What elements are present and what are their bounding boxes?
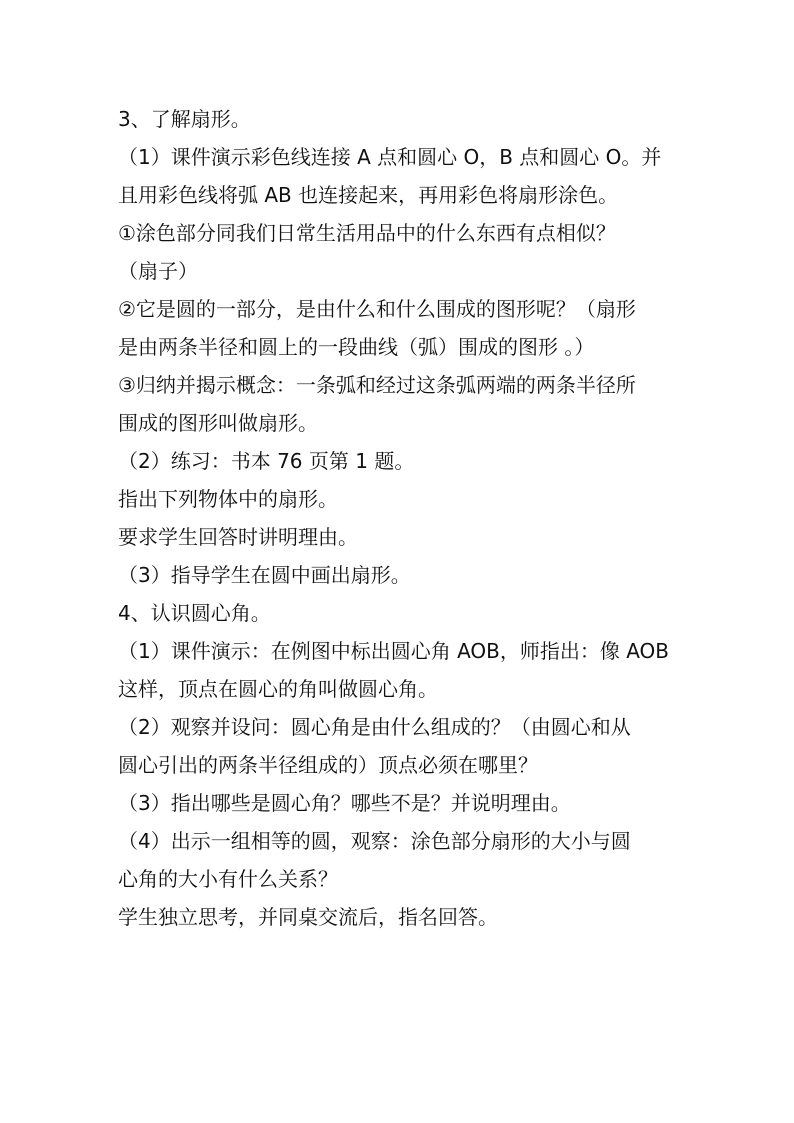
text-line: 指出下列物体中的扇形。	[118, 487, 338, 511]
text-line: （3）指出哪些是圆心角？哪些不是？并说明理由。	[118, 791, 571, 815]
text-line: 心角的大小有什么关系？	[118, 867, 338, 891]
text-line: （1）课件演示：在例图中标出圆心角 AOB，师指出：像 AOB	[118, 639, 670, 663]
text-line: ②它是圆的一部分，是由什么和什么围成的图形呢？（扇形	[118, 297, 636, 321]
section-heading-4: 4、认识圆心角。	[118, 601, 271, 625]
text-line: 这样，顶点在圆心的角叫做圆心角。	[118, 677, 438, 701]
text-line: 是由两条半径和圆上的一段曲线（弧）围成的图形 。）	[118, 335, 595, 359]
text-line: 要求学生回答时讲明理由。	[118, 525, 358, 549]
text-line: （4）出示一组相等的圆，观察：涂色部分扇形的大小与圆	[118, 829, 631, 853]
document-body	[118, 100, 678, 936]
text-line: （2）观察并设问：圆心角是由什么组成的？（由圆心和从	[118, 715, 631, 739]
text-line: ①涂色部分同我们日常生活用品中的什么东西有点相似？	[118, 221, 616, 245]
text-line: （扇子）	[118, 259, 198, 283]
text-line: （2）练习：书本 76 页第 1 题。	[118, 449, 415, 473]
text-line: （3）指导学生在圆中画出扇形。	[118, 563, 411, 587]
text-line: 圆心引出的两条半径组成的）顶点必须在哪里？	[118, 753, 538, 777]
section-heading-3: 3、了解扇形。	[118, 107, 251, 131]
text-line: 学生独立思考，并同桌交流后，指名回答。	[118, 905, 498, 929]
text-line: 围成的图形叫做扇形。	[118, 411, 318, 435]
text-line: 且用彩色线将弧 AB 也连接起来，再用彩色将扇形涂色。	[118, 183, 619, 207]
text-line: （1）课件演示彩色线连接 A 点和圆心 O，B 点和圆心 O。并	[118, 145, 662, 169]
text-line: ③归纳并揭示概念：一条弧和经过这条弧两端的两条半径所	[118, 373, 636, 397]
